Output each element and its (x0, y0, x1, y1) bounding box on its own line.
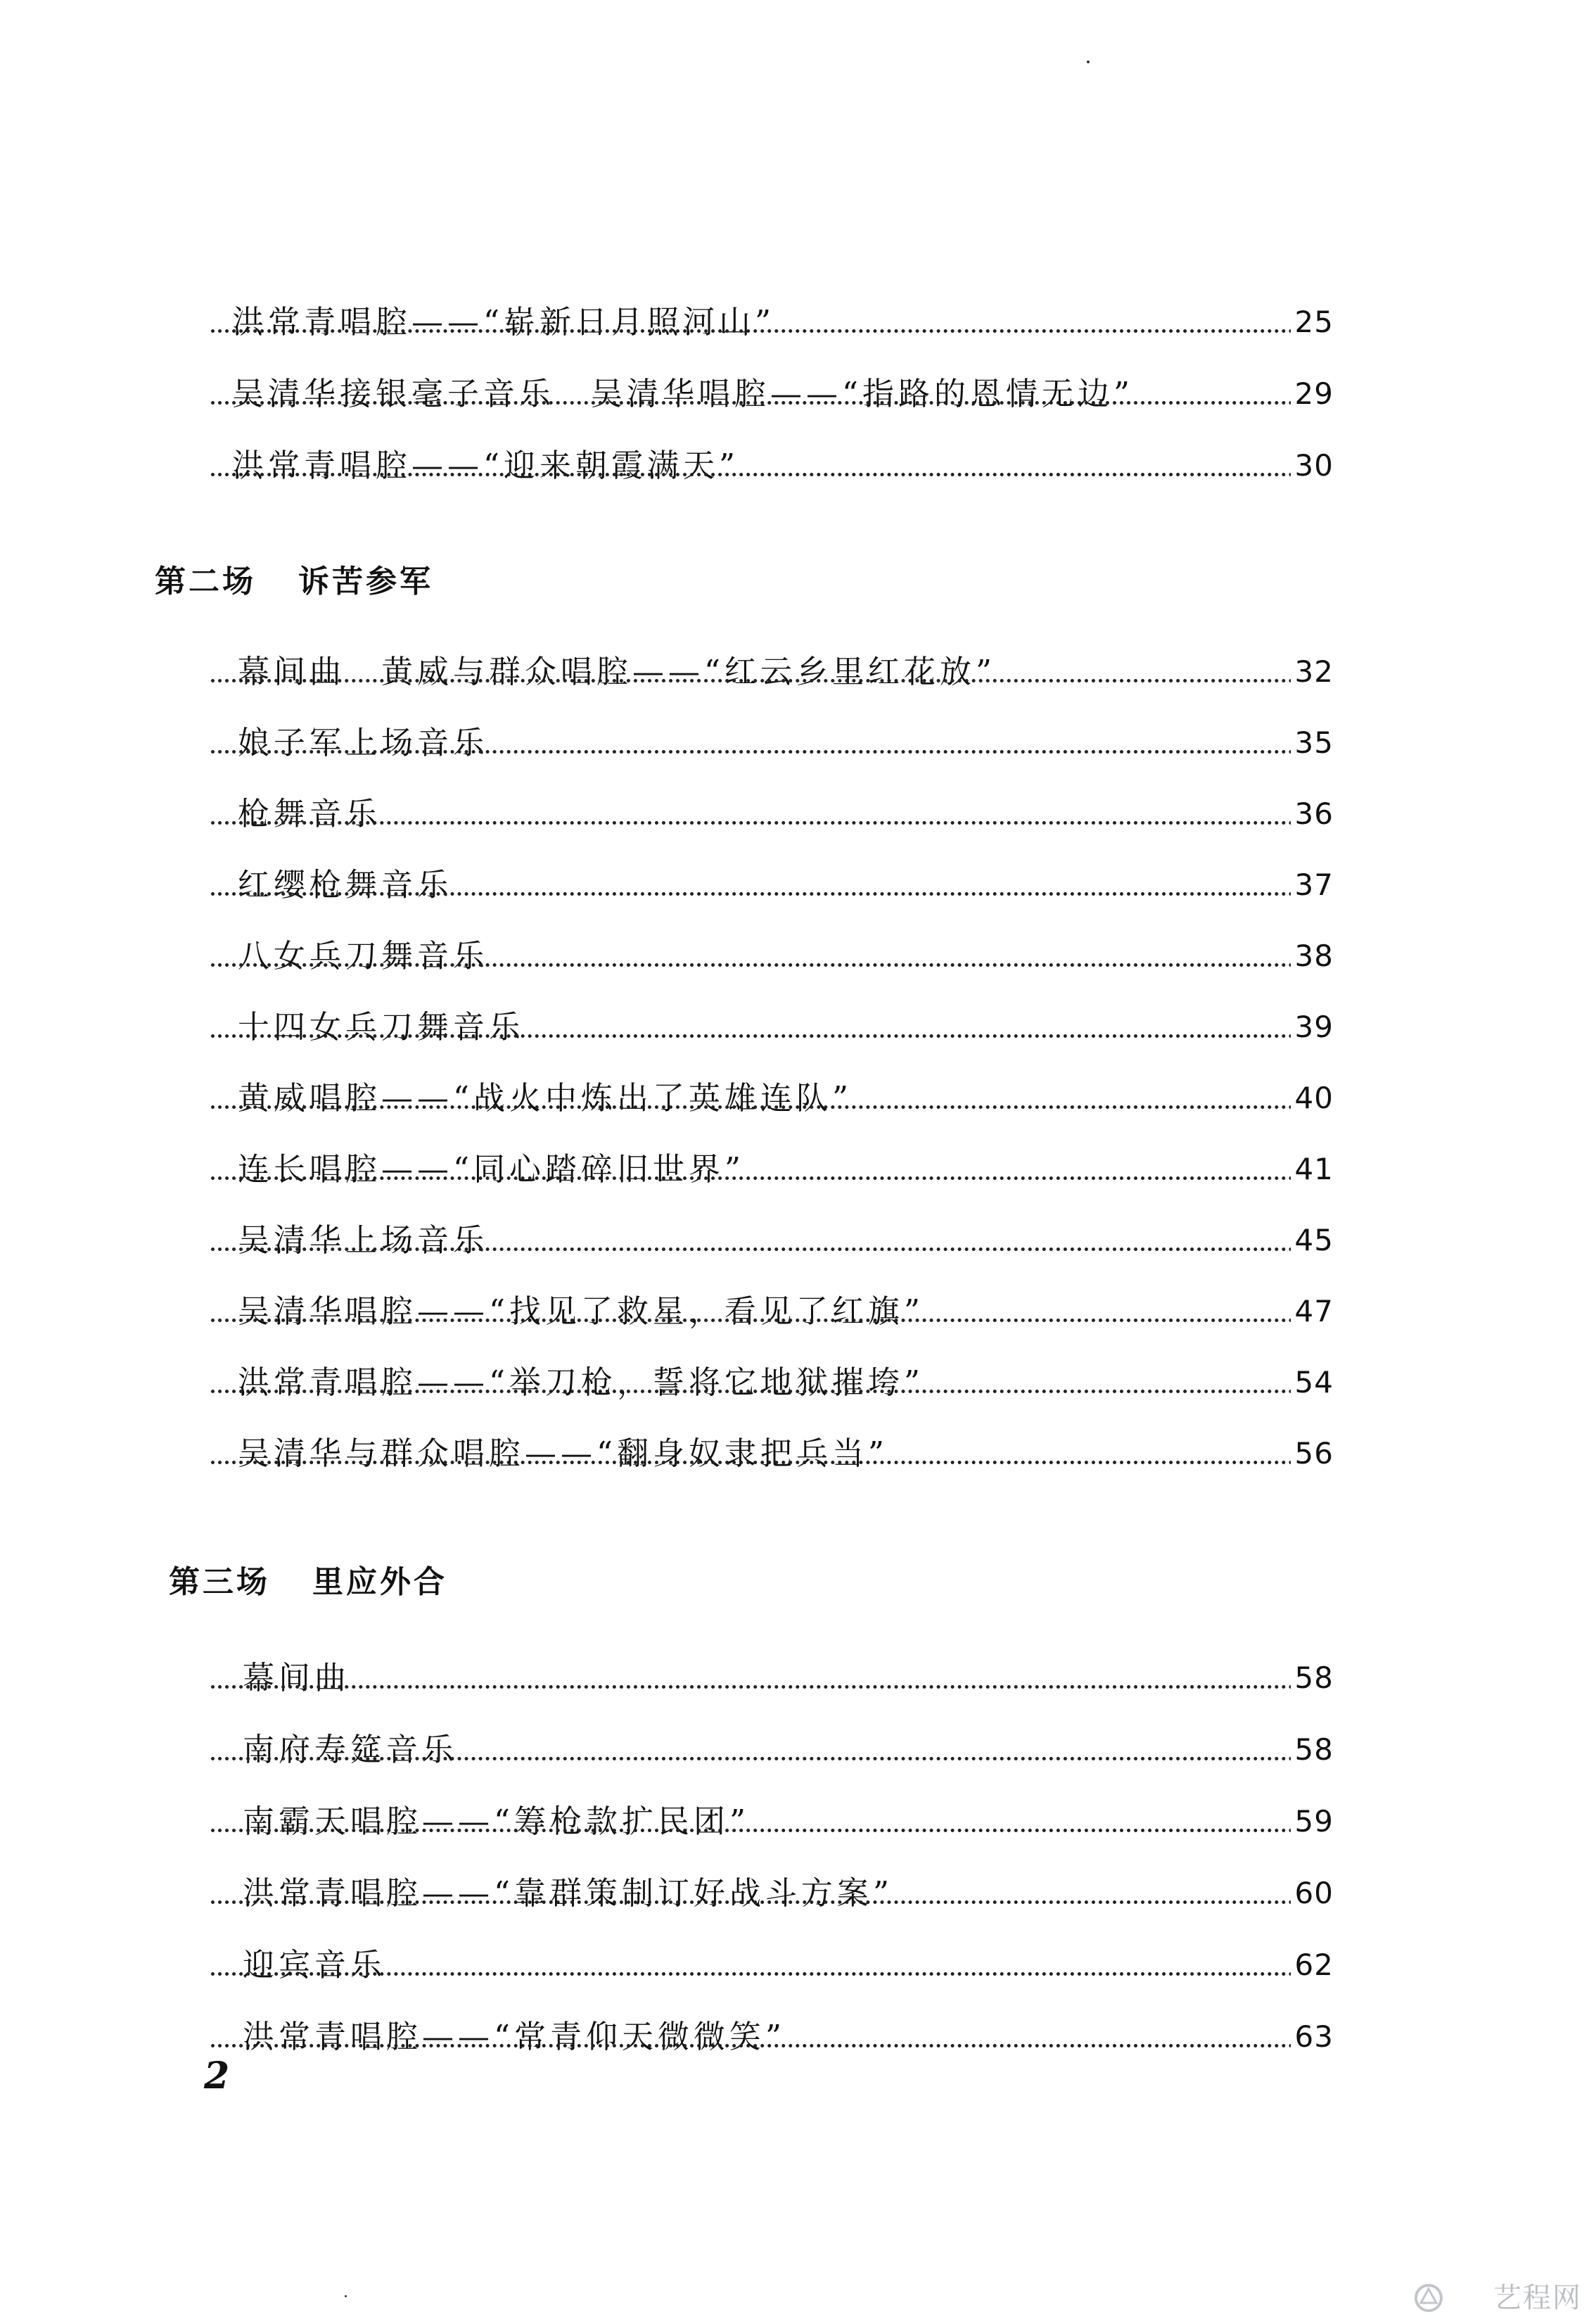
dot-leader (211, 1034, 1315, 1038)
toc-entry-page: 54 (1291, 1354, 1334, 1411)
scan-speck (345, 2295, 347, 2297)
section-label: 第二场 (155, 564, 256, 599)
dot-leader (211, 821, 1315, 825)
toc-entry (0, 294, 1596, 350)
toc-entry-title: 洪常青唱腔——“迎来朝霞满天” (232, 438, 743, 494)
toc-entry-page: 58 (1291, 1722, 1334, 1778)
toc-entry-title: 吴清华唱腔——“找见了救星，看见了红旗” (238, 1283, 928, 1340)
toc-entry-title: 十四女兵刀舞音乐 (238, 999, 529, 1055)
dot-leader (211, 1757, 1315, 1760)
toc-entry-page: 32 (1291, 644, 1334, 700)
toc-entry-page: 35 (1291, 715, 1334, 771)
dot-leader (211, 1829, 1315, 1832)
dot-leader (211, 750, 1315, 754)
page-number: 2 (204, 2055, 230, 2097)
toc-entry-title: 迎宾音乐 (243, 1937, 390, 1993)
toc-entry (0, 999, 1596, 1055)
toc-entry-title: 幕间曲 (243, 1650, 355, 1706)
toc-entry-title: 八女兵刀舞音乐 (238, 928, 493, 984)
dot-leader (211, 473, 1315, 476)
toc-entry (0, 366, 1596, 422)
toc-entry (0, 644, 1596, 700)
watermark-logo-icon (1412, 2282, 1445, 2314)
toc-entry-title: 连长唱腔——“同心踏碎旧世界” (238, 1141, 749, 1198)
toc-entry-title: 洪常青唱腔——“崭新日月照河山” (232, 294, 779, 350)
dot-leader (211, 1390, 1315, 1393)
toc-entry (0, 438, 1596, 494)
toc-entry-page: 45 (1291, 1212, 1334, 1269)
dot-leader (211, 329, 1315, 333)
toc-entry-title: 洪常青唱腔——“靠群策制订好战斗方案” (243, 1865, 898, 1922)
toc-entry-title: 南府寿筵音乐 (243, 1722, 462, 1778)
toc-entry (0, 1650, 1596, 1706)
toc-entry-title: 黄威唱腔——“战火中炼出了英雄连队” (238, 1070, 857, 1126)
watermark-text: 艺程网 (1493, 2282, 1582, 2314)
toc-entry (0, 928, 1596, 984)
toc-entry-page: 63 (1291, 2009, 1334, 2065)
toc-entry-title: 幕间曲 黄威与群众唱腔——“红云乡里红花放” (238, 644, 1000, 700)
toc-entry-title: 吴清华接银毫子音乐 吴清华唱腔——“指路的恩情无边” (232, 366, 1138, 422)
toc-entry-page: 40 (1291, 1070, 1334, 1126)
dot-leader (211, 1176, 1315, 1180)
toc-entry (0, 2009, 1596, 2065)
scan-speck (1087, 61, 1090, 63)
dot-leader (211, 1461, 1315, 1464)
dot-leader (211, 401, 1315, 405)
toc-entry (0, 1283, 1596, 1340)
toc-entry (0, 1793, 1596, 1850)
toc-entry-page: 47 (1291, 1283, 1334, 1340)
dot-leader (211, 1319, 1315, 1322)
toc-entry (0, 857, 1596, 913)
toc-entry-page: 60 (1291, 1865, 1334, 1922)
dot-leader (211, 963, 1315, 967)
dot-leader (211, 1900, 1315, 1904)
toc-entry-page: 29 (1291, 366, 1334, 422)
toc-entry (0, 1937, 1596, 1993)
dot-leader (211, 1247, 1315, 1251)
dot-leader (211, 679, 1315, 682)
toc-entry-title: 吴清华上场音乐 (238, 1212, 493, 1269)
toc-entry-title: 红缨枪舞音乐 (238, 857, 457, 913)
toc-entry-page: 38 (1291, 928, 1334, 984)
toc-entry-page: 39 (1291, 999, 1334, 1055)
toc-entry (0, 1722, 1596, 1778)
dot-leader (211, 2044, 1315, 2047)
toc-entry-page: 25 (1291, 294, 1334, 350)
section-title: 里应外合 (312, 1564, 447, 1600)
section-title: 诉苦参军 (298, 564, 433, 599)
toc-entry-page: 36 (1291, 786, 1334, 842)
section-heading-2 (155, 556, 433, 601)
toc-entry-title: 洪常青唱腔——“举刀枪，誓将它地狱摧垮” (238, 1354, 928, 1411)
toc-entry (0, 1212, 1596, 1269)
toc-entry-title: 吴清华与群众唱腔——“翻身奴隶把兵当” (238, 1425, 893, 1482)
toc-entry-title: 南霸天唱腔——“筹枪款扩民团” (243, 1793, 754, 1850)
dot-leader (211, 1105, 1315, 1109)
toc-entry-page: 41 (1291, 1141, 1334, 1198)
toc-entry-page: 59 (1291, 1793, 1334, 1850)
toc-entry-page: 37 (1291, 857, 1334, 913)
toc-entry-page: 30 (1291, 438, 1334, 494)
toc-entry (0, 1141, 1596, 1198)
dot-leader (211, 1972, 1315, 1976)
toc-entry (0, 1425, 1596, 1482)
toc-entry-title: 娘子军上场音乐 (238, 715, 493, 771)
toc-entry-page: 56 (1291, 1425, 1334, 1482)
toc-entry-page: 62 (1291, 1937, 1334, 1993)
dot-leader (211, 1685, 1315, 1689)
toc-entry (0, 715, 1596, 771)
toc-entry (0, 1865, 1596, 1922)
dot-leader (211, 892, 1315, 896)
toc-entry-page: 58 (1291, 1650, 1334, 1706)
toc-entry (0, 786, 1596, 842)
toc-entry-title: 洪常青唱腔——“常青仰天微微笑” (243, 2009, 790, 2065)
toc-entry (0, 1070, 1596, 1126)
section-heading-3 (169, 1556, 447, 1601)
toc-entry-title: 枪舞音乐 (238, 786, 385, 842)
toc-entry (0, 1354, 1596, 1411)
section-label: 第三场 (169, 1564, 270, 1600)
